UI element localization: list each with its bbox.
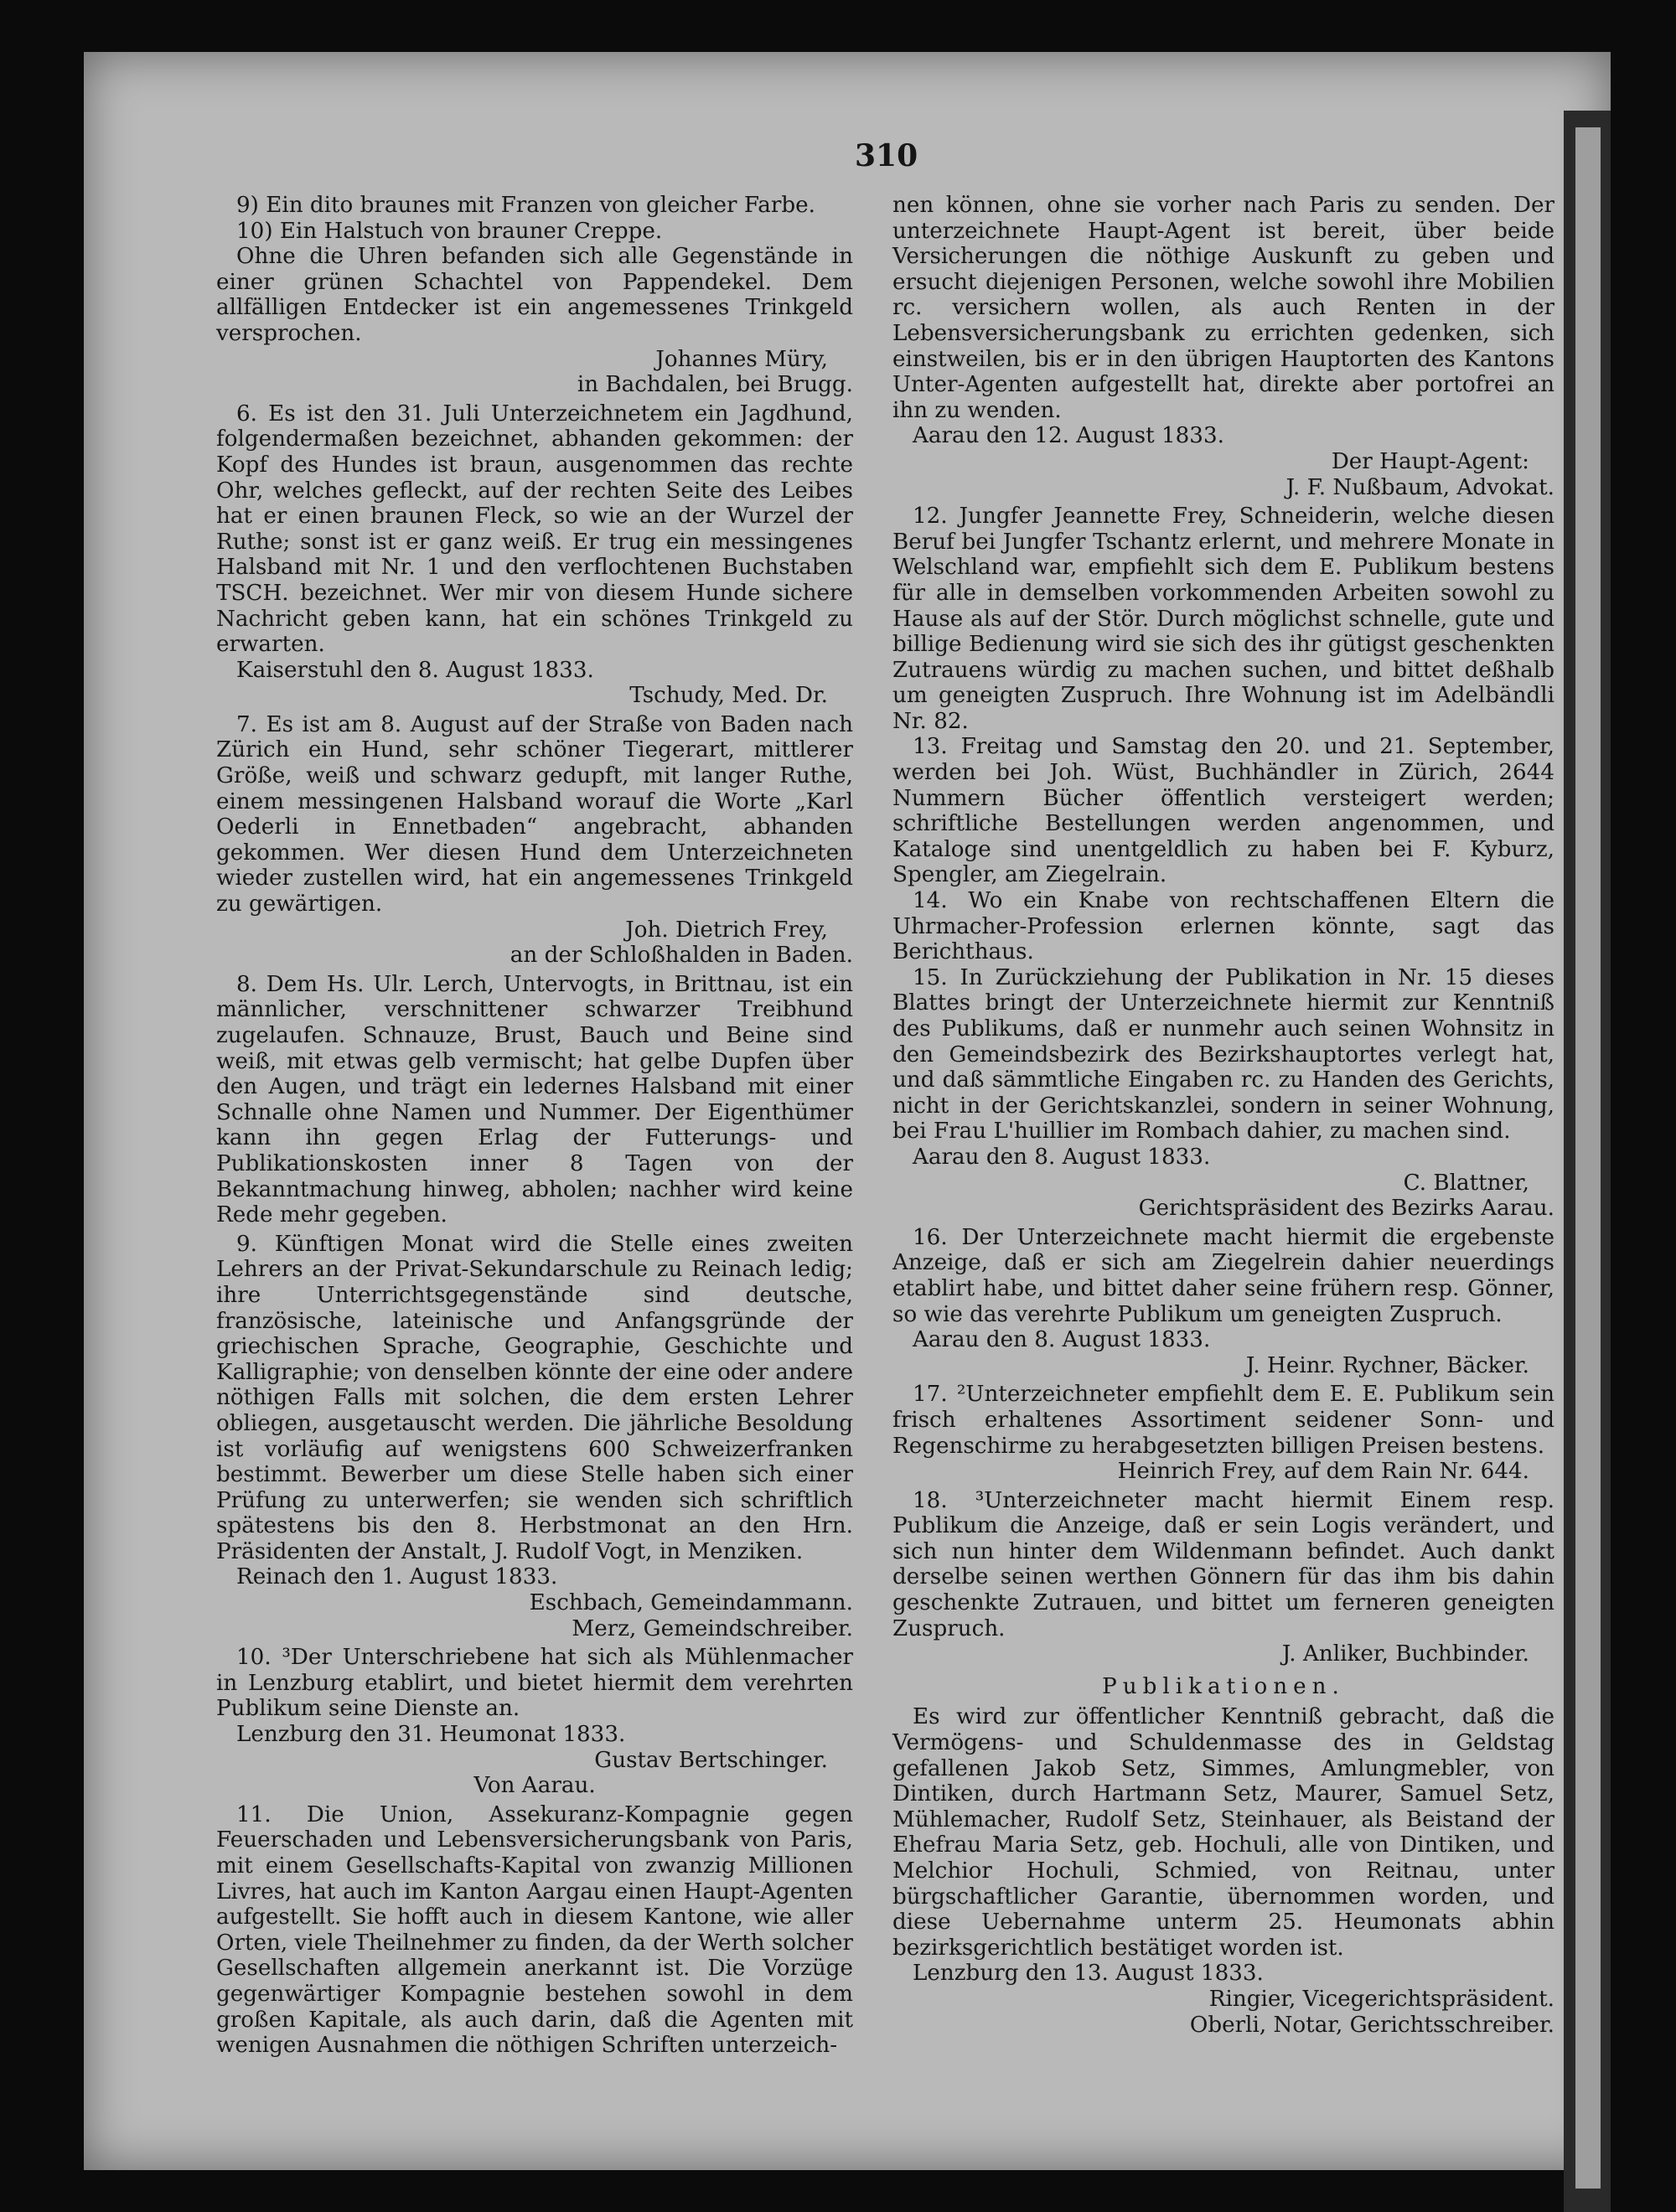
ad-9-signature-1: Eschbach, Gemeindammann. — [529, 1590, 853, 1616]
page-edge-strip — [1575, 127, 1601, 2189]
ad-14: 14. Wo ein Knabe von rechtschaffenen Eltern die Uhrmacher-Profession erlernen könnte, sagt das Berichthaus. — [892, 888, 1554, 965]
ad-17-signature: Heinrich Frey, auf dem Rain Nr. 644. — [1117, 1459, 1529, 1485]
ad-11-signature-title: Der Haupt-Agent: — [1331, 448, 1529, 474]
item-9: 9) Ein dito braunes mit Franzen von gleicher Farbe. — [236, 193, 815, 218]
ad-18: 18. ³Unterzeichneter macht hiermit Einem resp. Publikum die Anzeige, daß er sein Logis verändert, und sich nun hinter dem Wildenmann befindet. Auch dankt derselbe seinen werthen Gönnern für das ihm bis dahin geschenkte Zutrauen, und bittet um ferneren geneigten Zuspruch. — [892, 1487, 1554, 1641]
ad-7: 7. Es ist am 8. August auf der Straße von Baden nach Zürich ein Hund, sehr schöner Tiegerart, mittlerer Größe, weiß und schwarz gedupft, mit langer Ruthe, einem messingenen Halsband worauf die Worte „Karl Oederli in Ennetbaden“ angebracht, abhanden gekommen. Wer diesen Hund dem Unterzeichneten wieder zustellen wird, hat ein angemessenes Trinkgeld zu gewärtigen. — [216, 711, 853, 917]
page-number: 310 — [855, 138, 918, 173]
ad-7-signature-name: Joh. Dietrich Frey, — [625, 917, 828, 943]
publication-signature-1: Ringier, Vicegerichtspräsident. — [1208, 1986, 1554, 2012]
item-10: 10) Ein Halstuch von brauner Creppe. — [236, 218, 663, 244]
ad-11-date: Aarau den 12. August 1833. — [913, 423, 1224, 449]
left-column — [216, 193, 853, 2059]
ad-15-date: Aarau den 8. August 1833. — [913, 1144, 1211, 1170]
ad-15-signature-title: Gerichtspräsident des Bezirks Aarau. — [1138, 1196, 1554, 1222]
ad-16-signature: J. Heinr. Rychner, Bäcker. — [1245, 1352, 1529, 1378]
ad-16: 16. Der Unterzeichnete macht hiermit die ergebenste Anzeige, daß er sich am Ziegelrein dahier neuerdings etablirt habe, und bittet daher seine frühern resp. Gönner, so wie das verehrte Publikum um geneigten Zuspruch. — [892, 1224, 1554, 1327]
publication-text: Es wird zur öffentlicher Kenntniß gebracht, daß die Vermögens- und Schuldenmasse des in Geldstag gefallenen Jakob Setz, Simmes, Amlungmebler, von Dintiken, durch Hartmann Setz, Maurer, Samuel Setz, Mühlemacher, Rudolf Setz, Steinhauer, als Beistand der Ehefrau Maria Setz, geb. Hochuli, alle von Dintiken, und Melchior Hochuli, Schmied, von Reitnau, unter bürgschaftlicher Garantie, übernommen worden, und diese Uebernahme unterm 25. Heumonats abhin bezirksgerichtlich bestätiget worden ist. — [892, 1704, 1554, 1961]
ad-11-continued: nen können, ohne sie vorher nach Paris zu senden. Der unterzeichnete Haupt-Agent ist bereit, über beide Versicherungen die nöthige Auskunft zu geben und ersucht diejenigen Personen, welche sowohl ihre Mobilien rc. versichern wollen, als auch Renten in der Lebensversicherungsbank zu errichten gedenken, sich einstweilen, bis er in den übrigen Hauptorten des Kantons Unter-Agenten aufgestellt hat, direkte aber portofrei an ihn zu wenden. — [892, 193, 1554, 423]
ad-10: 10. ³Der Unterschriebene hat sich als Mühlenmacher in Lenzburg etablirt, und bietet hiermit dem verehrten Publikum seine Dienste an. — [216, 1645, 853, 1722]
ad-9-date: Reinach den 1. August 1833. — [236, 1564, 558, 1590]
section-von-aarau: Von Aarau. — [473, 1773, 596, 1799]
ad-13: 13. Freitag und Samstag den 20. und 21. September, werden bei Joh. Wüst, Buchhändler in Zürich, 2644 Nummern Bücher öffentlich versteigert werden; schriftliche Bestellungen werden angenommen, und Kataloge sind unentgeldlich zu haben bei F. Kyburz, Spengler, am Ziegelrain. — [892, 734, 1554, 888]
ad-9-signature-2: Merz, Gemeindschreiber. — [572, 1615, 853, 1641]
ad-10-signature: Gustav Bertschinger. — [594, 1747, 828, 1773]
ad-8: 8. Dem Hs. Ulr. Lerch, Untervogts, in Brittnau, ist ein männlicher, verschnittener schwarzer Treibhund zugelaufen. Schnauze, Brust, Bauch und Beine sind weiß, mit etwas gelb vermischt; hat gelbe Dupfen über den Augen, und trägt ein ledernes Halsband mit einer Schnalle ohne Namen und Nummer. Der Eigenthümer kann ihn gegen Erlag der Futterungs- und Publikationskosten inner 8 Tagen von der Bekanntmachung hinweg, abholen; nachher wird keine Rede mehr gegeben. — [216, 971, 853, 1228]
ad-15-signature-name: C. Blattner, — [1403, 1170, 1529, 1196]
ad-17: 17. ²Unterzeichneter empfiehlt dem E. E. Publikum sein frisch erhaltenes Assortiment seidener Sonn- und Regenschirme zu herabgesetzten billigen Preisen bestens. — [892, 1382, 1554, 1459]
publications-heading: Publikationen. — [1102, 1673, 1345, 1699]
right-column — [892, 193, 1554, 2038]
ad-9: 9. Künftigen Monat wird die Stelle eines zweiten Lehrers an der Privat-Sekundarschule zu Reinach ledig; ihre Unterrichtsgegenstände sind deutsche, französische, lateinische und Anfangsgründe der griechischen Sprache, Geographie, Geschichte und Kalligraphie; von denselben könnte der eine oder andere nöthigen Falls mit solchen, die dem ersten Lehrer obliegen, ausgetauscht werden. Die jährliche Besoldung ist vorläufig auf wenigstens 600 Schweizerfranken bestimmt. Bewerber um diese Stelle haben sich einer Prüfung zu unterwerfen; sie wenden sich schriftlich spätestens bis den 8. Herbstmonat an den Hrn. Präsidenten der Anstalt, J. Rudolf Vogt, in Menziken. — [216, 1231, 853, 1564]
ad-11-signature-name: J. F. Nußbaum, Advokat. — [1285, 474, 1554, 500]
paragraph-boxes: Ohne die Uhren befanden sich alle Gegenstände in einer grünen Schachtel von Pappendekel. Dem allfälligen Entdecker ist ein angemessenes Trinkgeld versprochen. — [216, 244, 853, 346]
signature-muery-place: in Bachdalen, bei Brugg. — [577, 372, 853, 398]
ad-6: 6. Es ist den 31. Juli Unterzeichnetem ein Jagdhund, folgendermaßen bezeichnet, abhanden gekommen: der Kopf des Hundes ist braun, ausgenommen das rechte Ohr, welches gefleckt, auf der rechten Seite des Leibes hat er einen braunen Fleck, so wie an der Wurzel der Ruthe; sonst ist er ganz weiß. Er trug ein messingenes Halsband mit Nr. 1 und den verflochtenen Buchstaben TSCH. bezeichnet. Wer mir von diesem Hunde sichere Nachricht geben kann, hat ein schönes Trinkgeld zu erwarten. — [216, 401, 853, 658]
ad-7-signature-place: an der Schloßhalden in Baden. — [510, 943, 853, 969]
ad-6-signature: Tschudy, Med. Dr. — [629, 683, 828, 709]
ad-6-date: Kaiserstuhl den 8. August 1833. — [236, 657, 594, 683]
ad-11: 11. Die Union, Assekuranz-Kompagnie gegen Feuerschaden und Lebensversicherungsbank von Paris, mit einem Gesellschafts-Kapital von zwanzig Millionen Livres, hat auch im Kanton Aargau einen Haupt-Agenten aufgestellt. Sie hofft auch in diesem Kantone, wie aller Orten, viele Theilnehmer zu finden, da der Werth solcher Gesellschaften allgemein anerkannt ist. Die Vorzüge gegenwärtiger Kompagnie bestehen sowohl in dem großen Kapitale, als auch darin, daß die Agenten mit wenigen Ausnahmen die nöthigen Schriften unterzeich- — [216, 1801, 853, 2059]
ad-16-date: Aarau den 8. August 1833. — [913, 1327, 1211, 1353]
ad-18-signature: J. Anliker, Buchbinder. — [1281, 1641, 1529, 1667]
publication-signature-2: Oberli, Notar, Gerichtsschreiber. — [1189, 2012, 1554, 2038]
signature-muery-name: Johannes Müry, — [655, 346, 828, 372]
ad-10-date: Lenzburg den 31. Heumonat 1833. — [236, 1722, 626, 1748]
publication-date: Lenzburg den 13. August 1833. — [913, 1961, 1264, 1987]
ad-12: 12. Jungfer Jeannette Frey, Schneiderin, welche diesen Beruf bei Jungfer Tschantz erlernt, und mehrere Monate in Welschland war, empfiehlt sich dem E. Publikum bestens für alle in demselben vorkommenden Arbeiten sowohl zu Hause als auf der Stör. Durch möglichst schnelle, gute und billige Bedienung wird sie sich des ihr gütigst geschenkten Zutrauens würdig zu machen suchen, und bittet deßhalb um geneigten Zuspruch. Ihre Wohnung ist im Adelbändli Nr. 82. — [892, 504, 1554, 734]
adjacent-page-edge — [1564, 111, 1611, 2212]
ad-15: 15. In Zurückziehung der Publikation in Nr. 15 dieses Blattes bringt der Unterzeichnete hiermit zur Kenntniß des Publikums, daß er nunmehr auch seinen Wohnsitz in den Gemeindsbezirk des Bezirkshauptortes verlegt hat, und daß sämmtliche Eingaben rc. zu Handen des Gerichts, nicht in der Gerichtskanzlei, sondern in seiner Wohnung, bei Frau L'huillier im Rombach dahier, zu machen sind. — [892, 964, 1554, 1145]
